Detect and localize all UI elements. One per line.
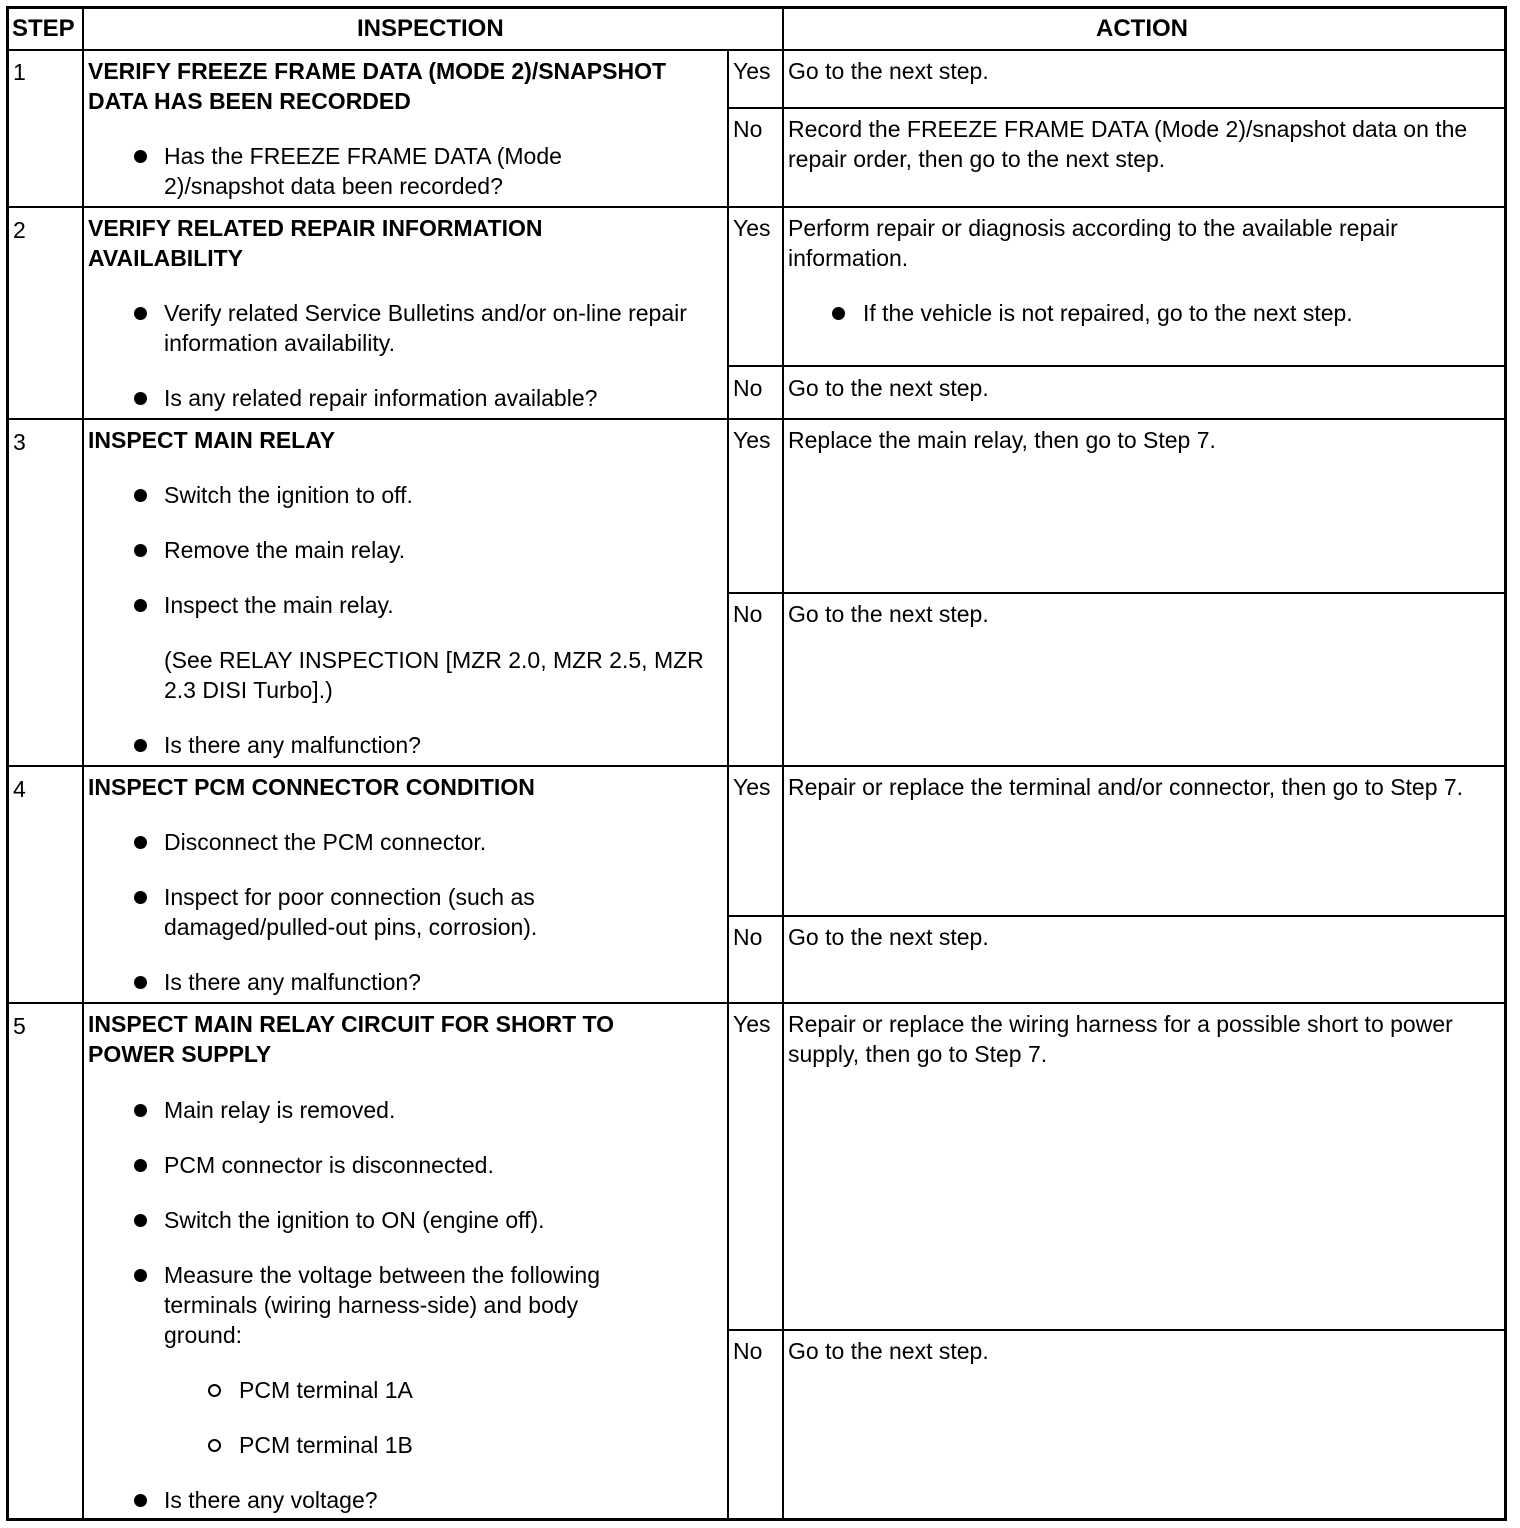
- inspection-bullet: Has the FREEZE FRAME DATA (Mode 2)/snapshot data been recorded?: [164, 143, 562, 199]
- inspection-bullet: Inspect the main relay.: [164, 592, 394, 618]
- no-label: No: [733, 601, 763, 627]
- no-label: No: [733, 116, 763, 142]
- no-label: No: [733, 1338, 763, 1364]
- col-divider-step: [82, 9, 84, 1518]
- row-rule: [727, 365, 1504, 367]
- bullet-icon: [134, 891, 147, 904]
- yes-label: Yes: [733, 215, 771, 241]
- no-label: No: [733, 375, 763, 401]
- yes-sub-bullet: If the vehicle is not repaired, go to the next step.: [863, 300, 1353, 326]
- step-title: INSPECT PCM CONNECTOR CONDITION: [88, 774, 535, 800]
- inspection-bullet: Switch the ignition to ON (engine off).: [164, 1207, 545, 1233]
- inspection-question: Is there any malfunction?: [164, 732, 421, 758]
- bullet-icon: [134, 307, 147, 320]
- inspection-bullet: Switch the ignition to off.: [164, 482, 413, 508]
- step-number: 1: [13, 59, 26, 85]
- header-rule: [9, 49, 1504, 51]
- step-title: VERIFY RELATED REPAIR INFORMATION AVAILABILITY: [88, 215, 543, 271]
- yes-label: Yes: [733, 1011, 771, 1037]
- inspection-bullet: Verify related Service Bulletins and/or on-line repair information availability.: [164, 300, 687, 356]
- row-rule: [9, 418, 1504, 420]
- bullet-icon: [134, 544, 147, 557]
- no-action: Go to the next step.: [788, 375, 989, 401]
- inspection-bullet: Remove the main relay.: [164, 537, 406, 563]
- yes-action: Repair or replace the wiring harness for a possible short to power supply, then go to Step 7.: [788, 1011, 1453, 1067]
- header-action: ACTION: [1096, 15, 1188, 42]
- row-rule: [9, 206, 1504, 208]
- step-number: 2: [13, 217, 26, 243]
- bullet-icon: [134, 599, 147, 612]
- bullet-icon: [134, 739, 147, 752]
- inspection-bullet: Disconnect the PCM connector.: [164, 829, 487, 855]
- row-rule: [727, 107, 1504, 109]
- step-title: INSPECT MAIN RELAY: [88, 427, 336, 453]
- no-label: No: [733, 924, 763, 950]
- bullet-icon: [134, 392, 147, 405]
- bullet-icon: [134, 976, 147, 989]
- inspection-bullet: PCM connector is disconnected.: [164, 1152, 494, 1178]
- step-number: 5: [13, 1013, 26, 1039]
- header-step: STEP: [12, 15, 75, 42]
- bullet-icon: [134, 150, 147, 163]
- row-rule: [727, 915, 1504, 917]
- no-action: Go to the next step.: [788, 924, 989, 950]
- bullet-icon: [134, 489, 147, 502]
- sub-bullet-icon: [208, 1384, 221, 1397]
- bullet-icon: [134, 1269, 147, 1282]
- step-number: 4: [13, 776, 26, 802]
- bullet-icon: [134, 836, 147, 849]
- yes-action: Go to the next step.: [788, 58, 989, 84]
- yes-label: Yes: [733, 58, 771, 84]
- row-rule: [727, 1329, 1504, 1331]
- bullet-icon: [134, 1214, 147, 1227]
- bullet-icon: [134, 1494, 147, 1507]
- row-rule: [9, 1002, 1504, 1004]
- row-rule: [727, 592, 1504, 594]
- yes-label: Yes: [733, 774, 771, 800]
- no-action: Go to the next step.: [788, 1338, 989, 1364]
- row-rule: [9, 765, 1504, 767]
- header-inspection: INSPECTION: [357, 15, 504, 42]
- yes-action: Perform repair or diagnosis according to the available repair information.: [788, 215, 1398, 271]
- inspection-bullet: Is any related repair information available?: [164, 385, 598, 411]
- step-number: 3: [13, 429, 26, 455]
- yes-label: Yes: [733, 427, 771, 453]
- yes-action: Replace the main relay, then go to Step 7.: [788, 427, 1216, 453]
- bullet-icon: [832, 307, 845, 320]
- inspection-question: Is there any malfunction?: [164, 969, 421, 995]
- inspection-bullet: Measure the voltage between the following terminals (wiring harness-side) and body ground:: [164, 1262, 601, 1348]
- inspection-question: Is there any voltage?: [164, 1487, 378, 1513]
- col-divider-action: [782, 9, 784, 1518]
- inspection-bullet: Main relay is removed.: [164, 1097, 396, 1123]
- diagnostic-table: [6, 6, 1507, 1521]
- sub-bullet-icon: [208, 1439, 221, 1452]
- step-title: INSPECT MAIN RELAY CIRCUIT FOR SHORT TO POWER SUPPLY: [88, 1011, 615, 1067]
- terminal-item: PCM terminal 1A: [239, 1377, 413, 1403]
- bullet-icon: [134, 1159, 147, 1172]
- bullet-icon: [134, 1104, 147, 1117]
- no-action: Record the FREEZE FRAME DATA (Mode 2)/snapshot data on the repair order, then go to the next step.: [788, 116, 1468, 172]
- no-action: Go to the next step.: [788, 601, 989, 627]
- inspection-note: (See RELAY INSPECTION [MZR 2.0, MZR 2.5, MZR 2.3 DISI Turbo].): [164, 647, 704, 703]
- yes-action: Repair or replace the terminal and/or connector, then go to Step 7.: [788, 774, 1464, 800]
- inspection-bullet: Inspect for poor connection (such as damaged/pulled-out pins, corrosion).: [164, 884, 538, 940]
- terminal-item: PCM terminal 1B: [239, 1432, 413, 1458]
- step-title: VERIFY FREEZE FRAME DATA (MODE 2)/SNAPSHOT DATA HAS BEEN RECORDED: [88, 58, 667, 114]
